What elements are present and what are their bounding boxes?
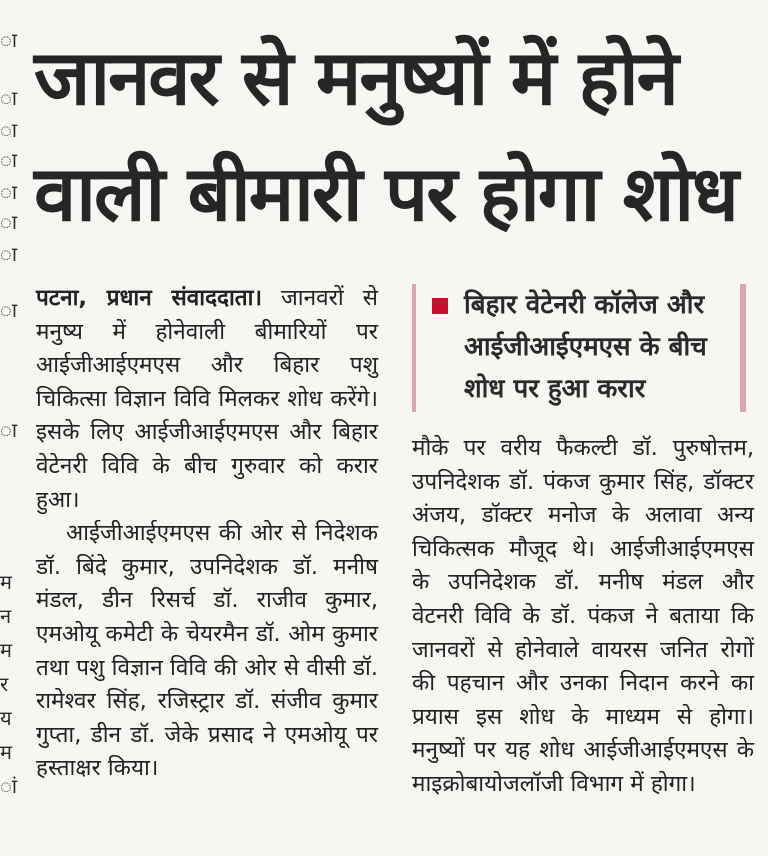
paragraph-1-text: जानवरों से मनुष्य में होनेवाली बीमारियों पर आईजीआईएमएस और बिहार पशु चिकित्सा विज्ञान विवि मिलकर शोध करेंगे। इसके लिए आईजीआईएमएस और बिहार वेटेनरी विवि के बीच गुरुवार को करार हुआ। <box>36 285 378 513</box>
margin-fragment: ा <box>0 86 18 110</box>
margin-fragment: र <box>0 672 9 696</box>
margin-fragment: ा <box>0 242 18 266</box>
margin-fragment: ा <box>0 180 18 204</box>
callout-line-1: बिहार वेटेनरी कॉलेज और <box>464 290 705 320</box>
headline-line-2: वाली बीमारी पर होगा शोध <box>34 149 737 238</box>
headline <box>34 20 754 252</box>
margin-fragment: ा <box>0 418 18 442</box>
margin-fragment: न <box>0 604 12 628</box>
margin-fragment: ा <box>0 118 18 142</box>
dateline: पटना, प्रधान संवाददाता। <box>36 285 262 311</box>
highlight-callout <box>412 284 746 412</box>
square-bullet-icon <box>432 298 448 314</box>
adjacent-column-fragment <box>0 0 18 856</box>
margin-fragment: य <box>0 706 12 730</box>
headline-line-1: जानवर से मनुष्यों में होने <box>34 33 677 122</box>
article-paragraph-2: आईजीआईएमएस की ओर से निदेशक डॉ. बिंदे कुमार, उपनिदेशक डॉ. मनीष मंडल, डीन रिसर्च डॉ. राजीव कुमार, एमओयू कमेटी के चेयरमैन डॉ. ओम कुमार तथा पशु विज्ञान विवि की ओर से वीसी डॉ. रामेश्वर सिंह, रजिस्ट्रार डॉ. संजीव कुमार गुप्ता, डीन डॉ. जेके प्रसाद ने एमओयू पर हस्ताक्षर किया। <box>36 520 378 782</box>
callout-line-3: शोध पर हुआ करार <box>464 374 646 404</box>
margin-fragment: म <box>0 570 12 594</box>
callout-line-2: आईजीआईएमएस के बीच <box>464 332 707 362</box>
margin-fragment: ा <box>0 28 18 52</box>
article-paragraph-1 <box>36 282 378 517</box>
margin-fragment: ा <box>0 148 18 172</box>
margin-fragment: ां <box>0 774 18 798</box>
article-column-right <box>412 432 754 802</box>
margin-fragment: म <box>0 740 12 764</box>
article-paragraph-3: मौके पर वरीय फैकल्टी डॉ. पुरुषोत्तम, उपनिदेशक डॉ. पंकज कुमार सिंह, डॉक्टर अंजय, डॉक्टर मनोज के अलावा अन्य चिकित्सक मौजूद थे। आईजीआईएमएस के उपनिदेशक डॉ. मनीष मंडल और वेटनरी विवि के डॉ. पंकज ने बताया कि जानवरों से होनेवाले वायरस जनित रोगों की पहचान और उनका निदान करने का प्रयास इस शोध के माध्यम से होगा। मनुष्यों पर यह शोध आईजीआईएमएस के माइक्रोबायोजलॉजी विभाग में होगा। <box>412 435 754 797</box>
article-column-left <box>36 282 378 786</box>
margin-fragment: ा <box>0 298 18 322</box>
callout-text <box>464 284 744 410</box>
margin-fragment: ा <box>0 210 18 234</box>
margin-fragment: म <box>0 638 12 662</box>
